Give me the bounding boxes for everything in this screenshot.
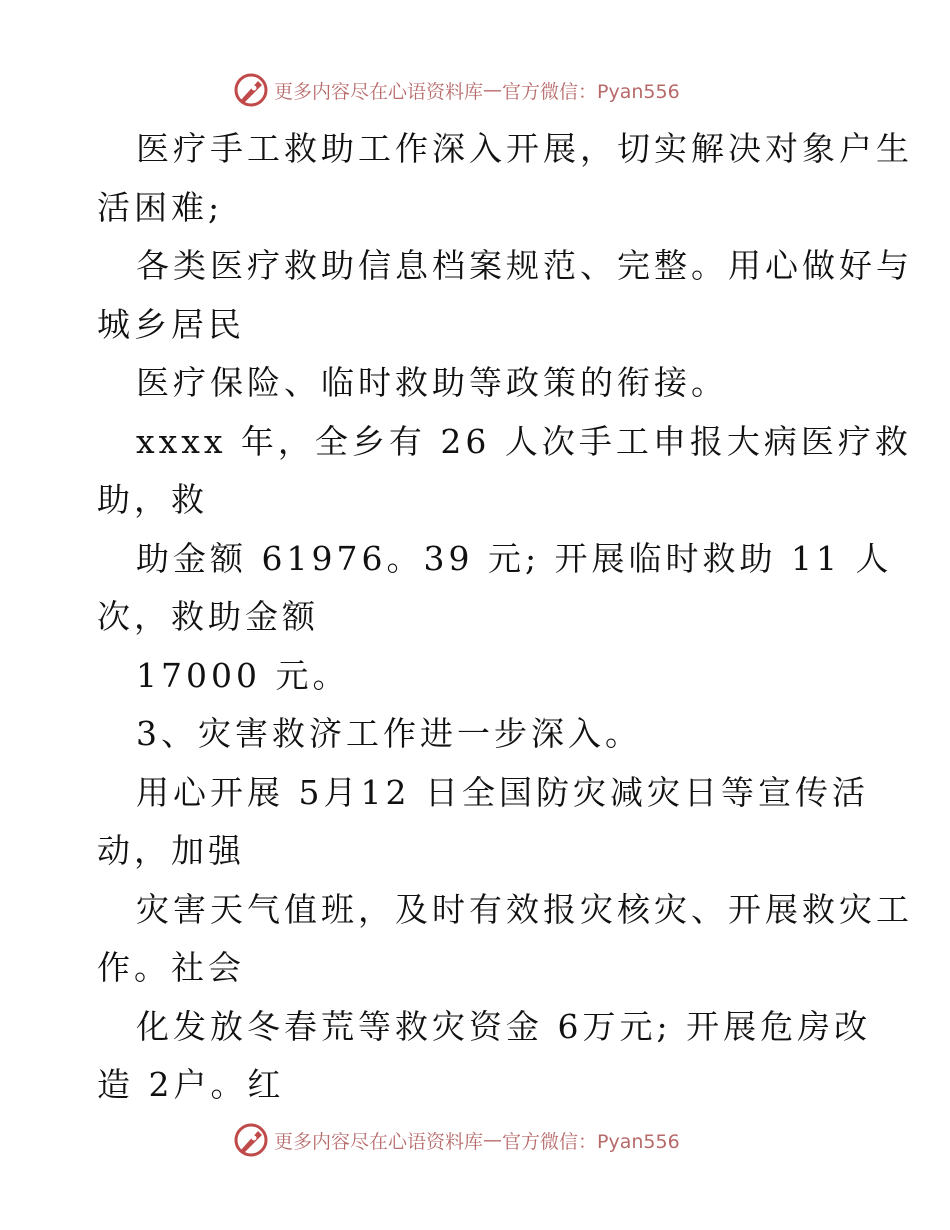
footer-contact: 官方微信：Pyan556 bbox=[502, 1130, 680, 1153]
text-line: 助金额 61976。39 元; 开展临时救助 11 人 bbox=[136, 538, 893, 578]
text-line: 3、灾害救济工作进一步深入。 bbox=[136, 714, 642, 753]
text-line: 城乡居民 bbox=[97, 304, 245, 344]
text-line: 医疗手工救助工作深入开展，切实解决对象户生 bbox=[136, 129, 913, 168]
text-line: 医疗保险、临时救助等政策的衔接。 bbox=[136, 363, 728, 402]
text-line: xxxx 年，全乡有 26 人次手工申报大病医疗救 bbox=[136, 421, 912, 461]
footer-dash: — bbox=[483, 1129, 503, 1151]
text-line: 各类医疗救助信息档案规范、完整。用心做好与 bbox=[136, 246, 913, 285]
pen-nib-logo-icon bbox=[232, 71, 270, 109]
header-banner bbox=[232, 70, 680, 110]
text-line: 助，救 bbox=[97, 480, 208, 519]
text-line: 作。社会 bbox=[97, 948, 245, 987]
text-line: 活困难; bbox=[97, 187, 224, 227]
text-line: 动，加强 bbox=[97, 831, 245, 870]
text-line: 化发放冬春荒等救灾资金 6万元; 开展危房改 bbox=[136, 1006, 872, 1046]
text-line: 17000 元。 bbox=[136, 655, 350, 695]
footer-brand: 更多内容尽在心语资料库 bbox=[274, 1130, 484, 1153]
header-brand: 更多内容尽在心语资料库 bbox=[274, 80, 484, 103]
text-line: 次，救助金额 bbox=[97, 597, 319, 636]
header-dash: — bbox=[483, 79, 503, 101]
document-body bbox=[97, 120, 913, 1115]
text-line: 造 2户。红 bbox=[97, 1065, 285, 1104]
text-line: 用心开展 5月12 日全国防灾减灾日等宣传活 bbox=[136, 772, 869, 812]
header-contact: 官方微信：Pyan556 bbox=[502, 80, 680, 103]
text-line: 灾害天气值班，及时有效报灾核灾、开展救灾工 bbox=[136, 889, 913, 929]
footer-banner bbox=[232, 1120, 680, 1160]
pen-nib-logo-icon bbox=[232, 1121, 270, 1159]
